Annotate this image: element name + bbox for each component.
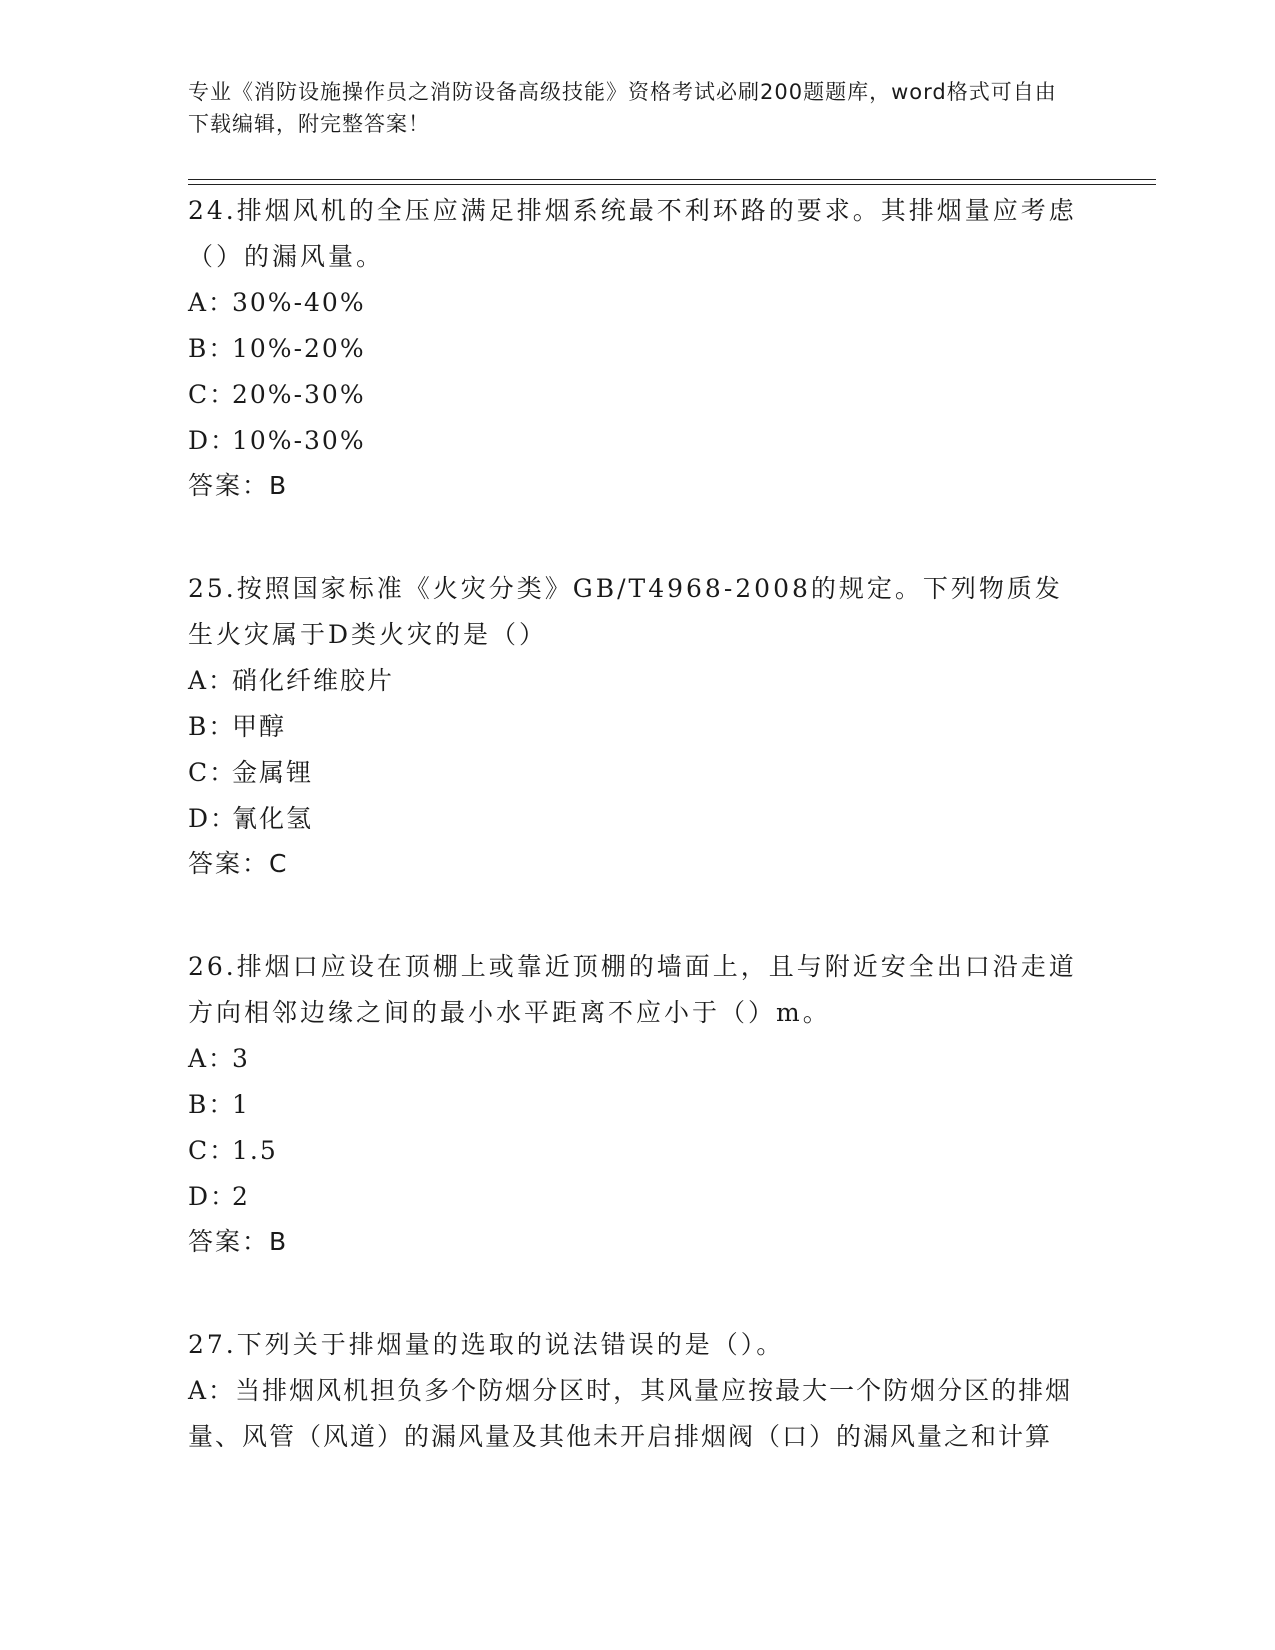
option-letter: A： — [188, 666, 236, 695]
option-b — [188, 704, 1088, 750]
option-d — [188, 1174, 1088, 1220]
option-b — [188, 1082, 1088, 1128]
option-d — [188, 418, 1088, 464]
option-a — [188, 280, 1088, 326]
option-letter: D： — [188, 804, 238, 833]
question-stem: 27.下列关于排烟量的选取的说法错误的是（）。 — [188, 1330, 785, 1359]
question-stem: 24.排烟风机的全压应满足排烟系统最不利环路的要求。其排烟量应考虑（）的漏风量。 — [188, 196, 1077, 271]
question-item — [188, 944, 1088, 1264]
option-c — [188, 750, 1088, 796]
question-item — [188, 188, 1088, 508]
option-letter: D： — [188, 426, 238, 455]
option-letter: A： — [188, 1376, 236, 1405]
option-letter: A： — [188, 288, 236, 317]
option-letter: B： — [188, 712, 236, 741]
question-item — [188, 566, 1088, 886]
option-text: 甲醇 — [232, 712, 287, 741]
option-text: 10%-20% — [232, 334, 366, 363]
option-text: 氰化氢 — [232, 804, 314, 833]
option-text: 1 — [232, 1090, 250, 1119]
option-d — [188, 796, 1088, 842]
option-text: 当排烟风机担负多个防烟分区时，其风量应按最大一个防烟分区的排烟量、风管（风道）的漏风量及其他未开启排烟阀（口）的漏风量之和计算 — [188, 1376, 1073, 1451]
option-letter: B： — [188, 334, 236, 363]
question-stem: 26.排烟口应设在顶棚上或靠近顶棚的墙面上，且与附近安全出口沿走道方向相邻边缘之间的最小水平距离不应小于（）m。 — [188, 952, 1077, 1027]
option-letter: C： — [188, 380, 237, 409]
document-header: 专业《消防设施操作员之消防设备高级技能》资格考试必刷200题题库，word格式可自由下载编辑，附完整答案！ — [188, 80, 1057, 136]
option-text: 硝化纤维胶片 — [232, 666, 395, 695]
option-text: 30%-40% — [232, 288, 366, 317]
question-stem: 25.按照国家标准《火灾分类》GB/T4968-2008的规定。下列物质发生火灾属于D类火灾的是（） — [188, 574, 1063, 649]
option-letter: A： — [188, 1044, 236, 1073]
header-divider-top — [188, 179, 1156, 180]
answer-line: 答案：B — [188, 1227, 289, 1256]
option-a — [188, 1368, 1088, 1460]
option-text: 2 — [232, 1182, 250, 1211]
option-text: 3 — [232, 1044, 250, 1073]
option-letter: C： — [188, 758, 237, 787]
header-divider-bottom — [188, 184, 1156, 185]
option-b — [188, 326, 1088, 372]
answer-line: 答案：B — [188, 471, 289, 500]
option-c — [188, 1128, 1088, 1174]
option-letter: C： — [188, 1136, 237, 1165]
option-text: 1.5 — [232, 1136, 278, 1165]
option-c — [188, 372, 1088, 418]
answer-line: 答案：C — [188, 849, 289, 878]
option-letter: B： — [188, 1090, 236, 1119]
option-letter: D： — [188, 1182, 238, 1211]
option-a — [188, 1036, 1088, 1082]
option-text: 10%-30% — [232, 426, 366, 455]
question-item — [188, 1322, 1088, 1460]
option-text: 20%-30% — [232, 380, 366, 409]
option-a — [188, 658, 1088, 704]
option-text: 金属锂 — [232, 758, 314, 787]
question-list — [188, 188, 1088, 1518]
